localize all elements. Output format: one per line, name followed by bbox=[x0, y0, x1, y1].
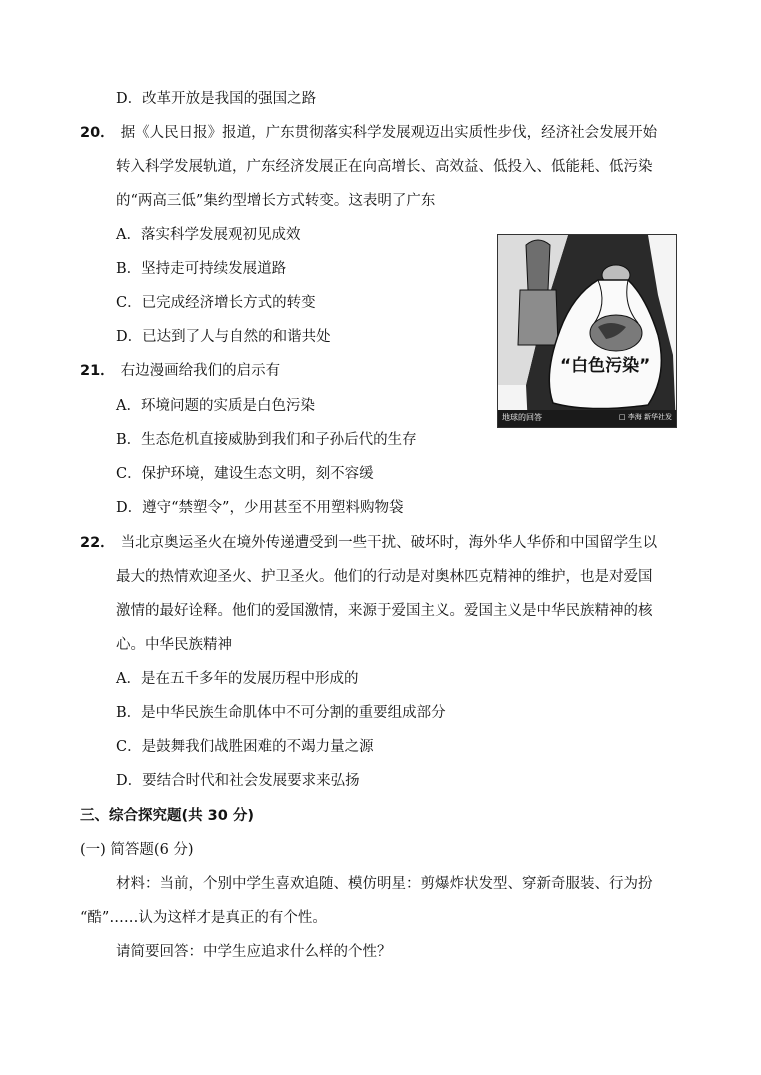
cartoon-bag-text: “白色污染” bbox=[560, 356, 651, 376]
q20-stem-line-1 bbox=[80, 123, 657, 143]
q20-option-a: A．落实科学发展观初见成效 bbox=[116, 227, 301, 243]
q22-option-d: D．要结合时代和社会发展要求来弘扬 bbox=[116, 773, 360, 789]
section-3-title: 三、综合探究题(共 30 分) bbox=[80, 808, 255, 824]
q21-option-d: D．遵守“禁塑令”，少用甚至不用塑料购物袋 bbox=[116, 500, 404, 516]
q20-option-b: B．坚持走可持续发展道路 bbox=[116, 261, 287, 277]
material-line-1: 材料：当前，个别中学生喜欢追随、模仿明星：剪爆炸状发型、穿新奇服装、行为扮 bbox=[116, 876, 653, 892]
q19-option-d: D．改革开放是我国的强国之路 bbox=[116, 91, 317, 107]
q22-stem-line-1 bbox=[80, 533, 657, 553]
q20-stem-line-2: 转入科学发展轨道，广东经济发展正在向高增长、高效益、低投入、低能耗、低污染 bbox=[116, 159, 653, 175]
q21-option-a: A．环境问题的实质是白色污染 bbox=[116, 398, 315, 414]
cartoon-drawing bbox=[498, 235, 676, 427]
q21-stem bbox=[80, 361, 280, 381]
q22-number: 22． bbox=[80, 535, 115, 551]
q22-stem-line-3: 激情的最好诠释。他们的爱国激情，来源于爱国主义。爱国主义是中华民族精神的核 bbox=[116, 603, 653, 619]
q22-option-a: A．是在五千多年的发展历程中形成的 bbox=[116, 671, 359, 687]
q20-option-d: D．已达到了人与自然的和谐共处 bbox=[116, 329, 331, 345]
q22-stem-line-4: 心。中华民族精神 bbox=[116, 637, 232, 653]
q20-option-c: C．已完成经济增长方式的转变 bbox=[116, 295, 316, 311]
q21-stem-text: 右边漫画给我们的启示有 bbox=[120, 363, 281, 379]
q22-option-b: B．是中华民族生命肌体中不可分割的重要组成部分 bbox=[116, 705, 446, 721]
section-3-part-1: (一) 简答题(6 分) bbox=[80, 842, 194, 858]
q20-stem-text-1: 据《人民日报》报道，广东贯彻落实科学发展观迈出实质性步伐，经济社会发展开始 bbox=[120, 125, 658, 141]
q20-stem-line-3: 的“两高三低”集约型增长方式转变。这表明了广东 bbox=[116, 193, 436, 209]
q22-stem-text-1: 当北京奥运圣火在境外传递遭受到一些干扰、破坏时，海外华人华侨和中国留学生以 bbox=[120, 535, 658, 551]
material-line-2: “酷”……认为这样才是真正的有个性。 bbox=[80, 910, 327, 926]
q20-number: 20． bbox=[80, 125, 115, 141]
q22-stem-line-2: 最大的热情欢迎圣火、护卫圣火。他们的行动是对奥林匹克精神的维护，也是对爱国 bbox=[116, 569, 653, 585]
q21-number: 21． bbox=[80, 363, 115, 379]
cartoon-caption-left: 地球的回答 bbox=[502, 413, 542, 422]
q21-option-b: B．生态危机直接威胁到我们和子孙后代的生存 bbox=[116, 432, 417, 448]
cartoon-caption-right: □ 李海 新华社发 bbox=[618, 413, 672, 421]
short-answer-question: 请简要回答：中学生应追求什么样的个性？ bbox=[116, 944, 392, 960]
q22-option-c: C．是鼓舞我们战胜困难的不竭力量之源 bbox=[116, 739, 374, 755]
q21-option-c: C．保护环境，建设生态文明，刻不容缓 bbox=[116, 466, 374, 482]
white-pollution-cartoon bbox=[497, 234, 677, 428]
